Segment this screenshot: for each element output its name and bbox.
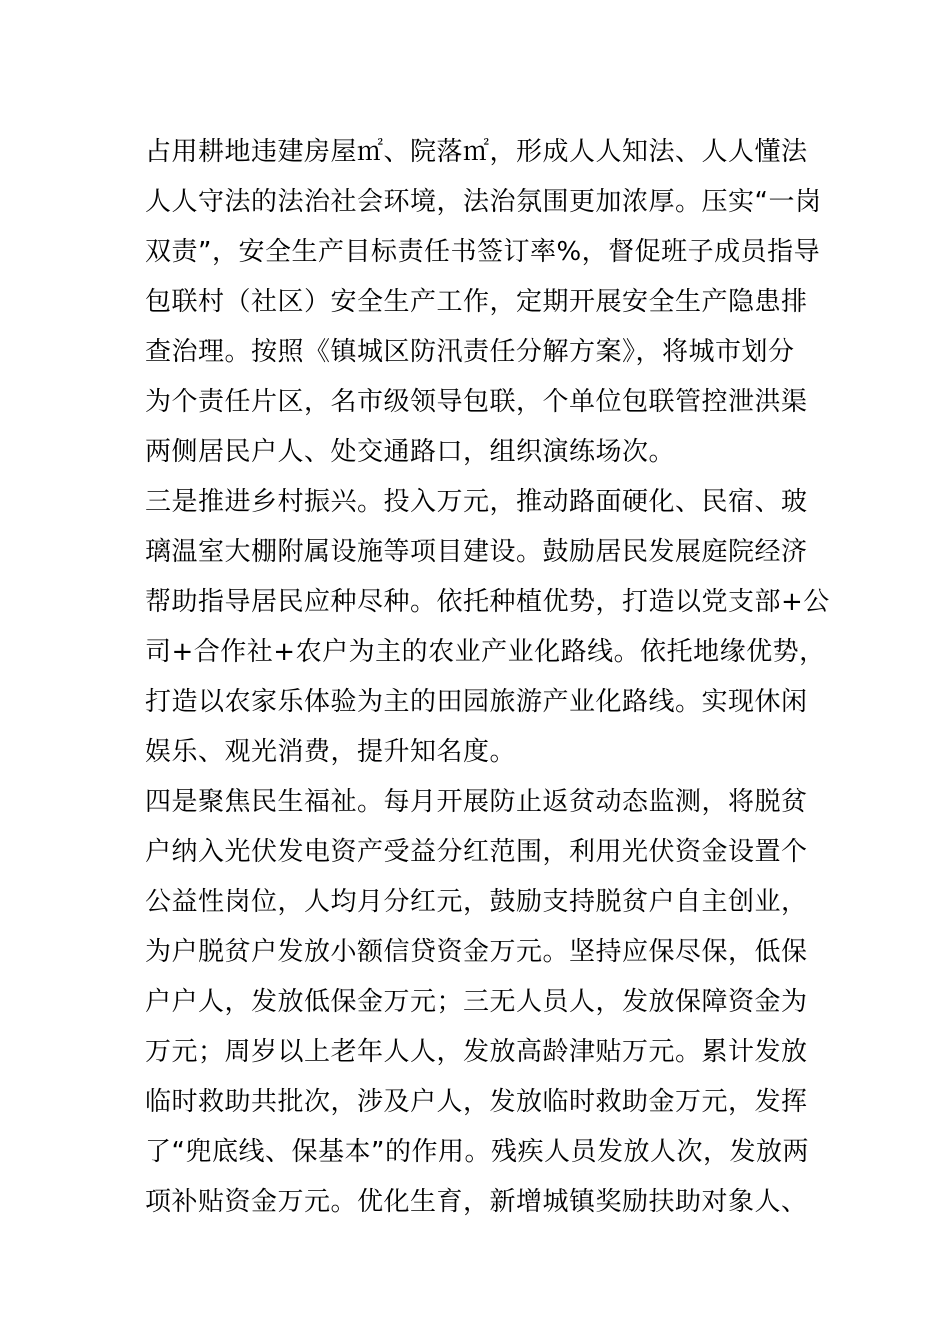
body-text (145, 127, 830, 1227)
text-line: 璃温室大棚附属设施等项目建设。鼓励居民发展庭院经济 (145, 537, 808, 567)
text-line: 三是推进乡村振兴。投入万元，推动路面硬化、民宿、玻 (145, 487, 808, 517)
text-line: 项补贴资金万元。优化生育，新增城镇奖励扶助对象人、 (145, 1187, 808, 1217)
text-line: 两侧居民户人、处交通路口，组织演练场次。 (145, 437, 676, 467)
text-line: 户户人，发放低保金万元；三无人员人，发放保障资金为 (145, 987, 808, 1017)
text-line: 司+合作社+农户为主的农业产业化路线。依托地缘优势， (145, 637, 826, 667)
text-line: 为个责任片区，名市级领导包联，个单位包联管控泄洪渠 (145, 387, 808, 417)
text-line: 娱乐、观光消费，提升知名度。 (145, 737, 517, 767)
text-line: 为户脱贫户发放小额信贷资金万元。坚持应保尽保，低保 (145, 937, 808, 967)
text-line: 打造以农家乐体验为主的田园旅游产业化路线。实现休闲 (145, 687, 808, 717)
text-line: 了“兜底线、保基本”的作用。残疾人员发放人次，发放两 (145, 1137, 809, 1167)
text-line: 万元；周岁以上老年人人，发放高龄津贴万元。累计发放 (145, 1037, 808, 1067)
text-line: 包联村（社区）安全生产工作，定期开展安全生产隐患排 (145, 287, 808, 317)
text-line: 查治理。按照《镇城区防汛责任分解方案》，将城市划分 (145, 337, 795, 367)
text-line: 户纳入光伏发电资产受益分红范围，利用光伏资金设置个 (145, 837, 808, 867)
text-line: 人人守法的法治社会环境，法治氛围更加浓厚。压实“一岗 (145, 187, 822, 217)
text-line: 四是聚焦民生福祉。每月开展防止返贫动态监测，将脱贫 (145, 787, 808, 817)
text-line: 双责”，安全生产目标责任书签订率%，督促班子成员指导 (145, 237, 821, 267)
text-line: 公益性岗位，人均月分红元，鼓励支持脱贫户自主创业， (145, 887, 808, 917)
text-line: 帮助指导居民应种尽种。依托种植优势，打造以党支部+公 (145, 587, 830, 617)
text-line: 占用耕地违建房屋㎡、院落㎡，形成人人知法、人人懂法 (145, 137, 808, 167)
text-line: 临时救助共批次，涉及户人，发放临时救助金万元，发挥 (145, 1087, 808, 1117)
